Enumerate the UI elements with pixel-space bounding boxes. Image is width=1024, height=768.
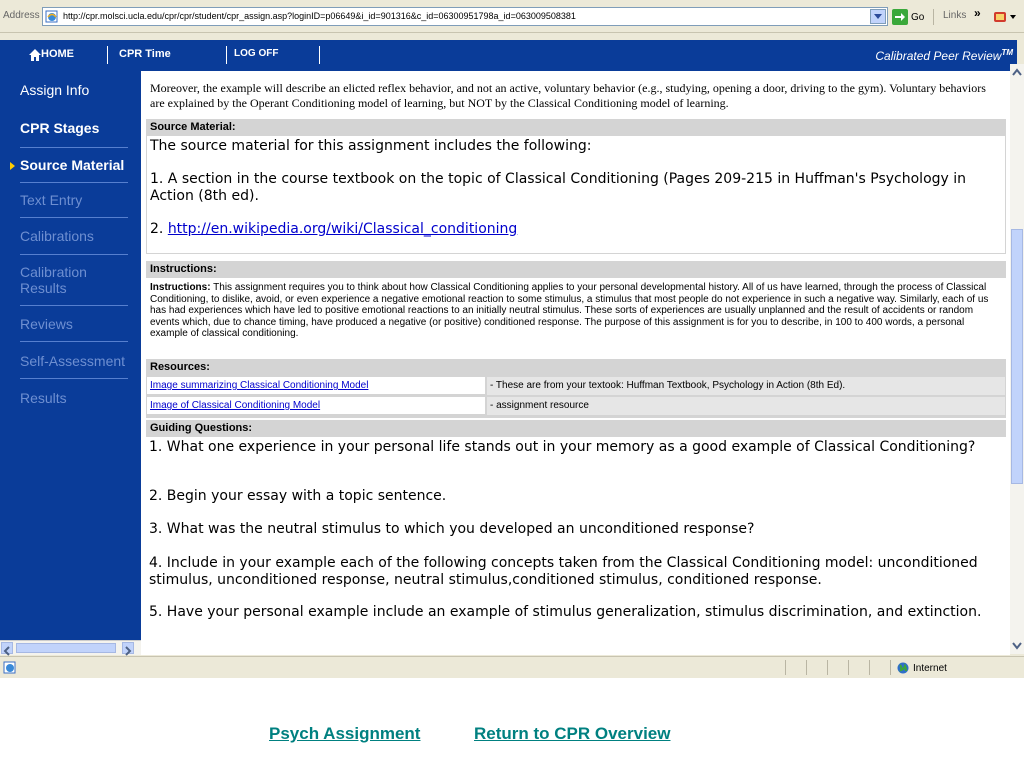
sidebar-item-calibration-results: Calibration Results (20, 264, 87, 296)
globe-icon (897, 662, 909, 674)
nav-separator (107, 46, 108, 64)
guiding-question-2: 2. Begin your essay with a topic sentence. (149, 488, 447, 504)
sidebar-item-calibrations: Calibrations (20, 228, 94, 244)
chevron-down-icon (874, 14, 882, 20)
nav-log-off[interactable]: LOG OFF (234, 48, 279, 59)
vertical-scrollbar[interactable] (1010, 64, 1024, 654)
sidebar-divider (20, 341, 128, 342)
status-cell (806, 660, 826, 675)
source-material-box (146, 136, 1006, 254)
resource-desc-cell (487, 397, 1005, 415)
source-material-item-1: 1. A section in the course textbook on the topic of Classical Conditioning (Pages 209-215 in Huffman's Psychology in Action (8th ed). (150, 171, 967, 204)
sidebar-divider (20, 147, 128, 148)
sidebar-divider (20, 217, 128, 218)
brand-trademark: TM (1001, 48, 1013, 57)
sidebar-item-self-assessment: Self-Assessment (20, 353, 126, 369)
resource-link-summary[interactable]: Image summarizing Classical Conditioning Model (150, 380, 369, 391)
sidebar-item-results: Results (20, 390, 67, 406)
address-input[interactable] (42, 7, 888, 26)
status-bar (0, 656, 1024, 678)
wikipedia-link[interactable]: http://en.wikipedia.org/wiki/Classical_conditioning (167, 221, 518, 237)
scroll-right-arrow-icon[interactable] (122, 642, 134, 654)
toolbar-separator (933, 9, 934, 25)
address-bar (0, 0, 1024, 33)
resource-link-cell (147, 397, 485, 415)
resource-desc-cell (487, 377, 1005, 395)
status-cell (785, 660, 805, 675)
sidebar-item-text-entry: Text Entry (20, 192, 83, 208)
ie-page-icon (3, 661, 17, 674)
status-cell (827, 660, 847, 675)
links-button[interactable]: Links (943, 10, 967, 21)
instructions-heading: Instructions: (146, 261, 1006, 278)
sidebar-item-assign-info[interactable]: Assign Info (20, 82, 90, 98)
links-chevron[interactable]: » (974, 6, 981, 20)
source-material-intro: The source material for this assignment includes the following: (150, 138, 592, 154)
resources-heading: Resources: (146, 359, 1006, 376)
guiding-question-5: 5. Have your personal example include an example of stimulus generalization, stimulus discrimination, and extinction. (149, 604, 982, 620)
sidebar-divider (20, 254, 128, 255)
resource-row (147, 397, 1005, 415)
brand-title (875, 48, 1013, 63)
nav-separator (226, 46, 227, 64)
sidebar (0, 71, 141, 640)
sidebar-item-cpr-stages: CPR Stages (20, 120, 100, 136)
instructions-paragraph (150, 282, 1002, 340)
sidebar-divider (20, 182, 128, 183)
current-stage-arrow-icon (10, 162, 15, 170)
psych-assignment-link[interactable]: Psych Assignment (269, 724, 421, 743)
sidebar-item-reviews: Reviews (20, 316, 73, 332)
ie-page-icon (45, 10, 59, 23)
go-arrow-icon (892, 9, 908, 25)
guiding-questions-heading: Guiding Questions: (146, 420, 1006, 437)
home-icon[interactable] (29, 49, 41, 61)
assignment-content (141, 71, 1010, 655)
resource-desc: - assignment resource (490, 400, 589, 411)
status-cell (848, 660, 868, 675)
cpr-navbar (0, 40, 1017, 71)
scroll-down-arrow-icon[interactable] (1011, 639, 1023, 652)
address-dropdown-button[interactable] (870, 9, 886, 24)
nav-separator (319, 46, 320, 64)
sidebar-divider (20, 378, 128, 379)
zone-label: Internet (913, 662, 947, 674)
scroll-up-arrow-icon[interactable] (1011, 66, 1023, 79)
address-url[interactable]: http://cpr.molsci.ucla.edu/cpr/cpr/student/cpr_assign.asp?loginID=p06649&i_id=901316&c_id=06300951798a_id=063009508381 (63, 11, 576, 21)
sidebar-divider (20, 305, 128, 306)
brand-name: Calibrated Peer Review (875, 49, 1002, 63)
security-zone (897, 662, 947, 674)
resource-row (147, 377, 1005, 395)
return-to-cpr-overview-link[interactable]: Return to CPR Overview (474, 724, 671, 743)
sidebar-horizontal-scrollbar[interactable] (0, 640, 141, 655)
footer-links (0, 720, 1024, 750)
source-material-item-2 (150, 221, 1000, 238)
guiding-question-4: 4. Include in your example each of the following concepts taken from the Classical Conditioning model: unconditioned stimulus, unconditioned response, neutral stimulus,conditioned stimulus, conditioned response. (149, 555, 978, 588)
go-label: Go (911, 11, 925, 23)
nav-home[interactable]: HOME (41, 48, 74, 60)
resource-desc: - These are from your textook: Huffman Textbook, Psychology in Action (8th Ed). (490, 380, 846, 391)
chevron-down-icon[interactable] (1010, 15, 1016, 19)
sidebar-item-source-material[interactable]: Source Material (20, 157, 125, 173)
instructions-text: This assignment requires you to think about how Classical Conditioning applies to your personal developmental history. All of us have learned, through the process of Classical Conditioning, to dislike, avoid, or even experience a negative emotional reaction to some stimulus, a stimulus that most people do not experience in such a negative way. Similarly, each of us has had experiences which have led to positive emotional reactions to an initially neutral stimulus. These sorts of experiences are usually unplanned and the result of accidents or random events which, due to chance timing, have produced a negative (or positive) conditioned response. The purpose of this assignment is for you to describe, in 100 to 400 words, a personal example of classical conditioning. (150, 282, 989, 339)
source-material-heading: Source Material: (146, 119, 1006, 136)
scroll-left-arrow-icon[interactable] (1, 642, 13, 654)
status-cell (869, 660, 889, 675)
scrollbar-thumb[interactable] (16, 643, 116, 653)
intro-paragraph: Moreover, the example will describe an elicted reflex behavior, and not an active, voluntary behavior (e.g., studying, opening a door, driving to the gym). Voluntary behaviors are explained by the Operant Conditioning model of learning, but NOT by the Classical Conditioning model of learning. (150, 81, 986, 110)
guiding-question-3: 3. What was the neutral stimulus to which you developed an unconditioned response? (149, 521, 755, 537)
address-label: Address (3, 10, 40, 21)
scrollbar-thumb[interactable] (1011, 229, 1023, 484)
guiding-question-1: 1. What one experience in your personal life stands out in your memory as a good example of Classical Conditioning? (149, 439, 976, 455)
resource-link-cell (147, 377, 485, 395)
resource-link-model[interactable]: Image of Classical Conditioning Model (150, 400, 321, 411)
nav-cpr-time[interactable]: CPR Time (119, 48, 171, 60)
instructions-label: Instructions: (150, 282, 211, 293)
toolbar-extension-icon[interactable] (993, 10, 1007, 24)
item-2-prefix: 2. (150, 221, 168, 237)
go-button[interactable] (892, 9, 924, 25)
